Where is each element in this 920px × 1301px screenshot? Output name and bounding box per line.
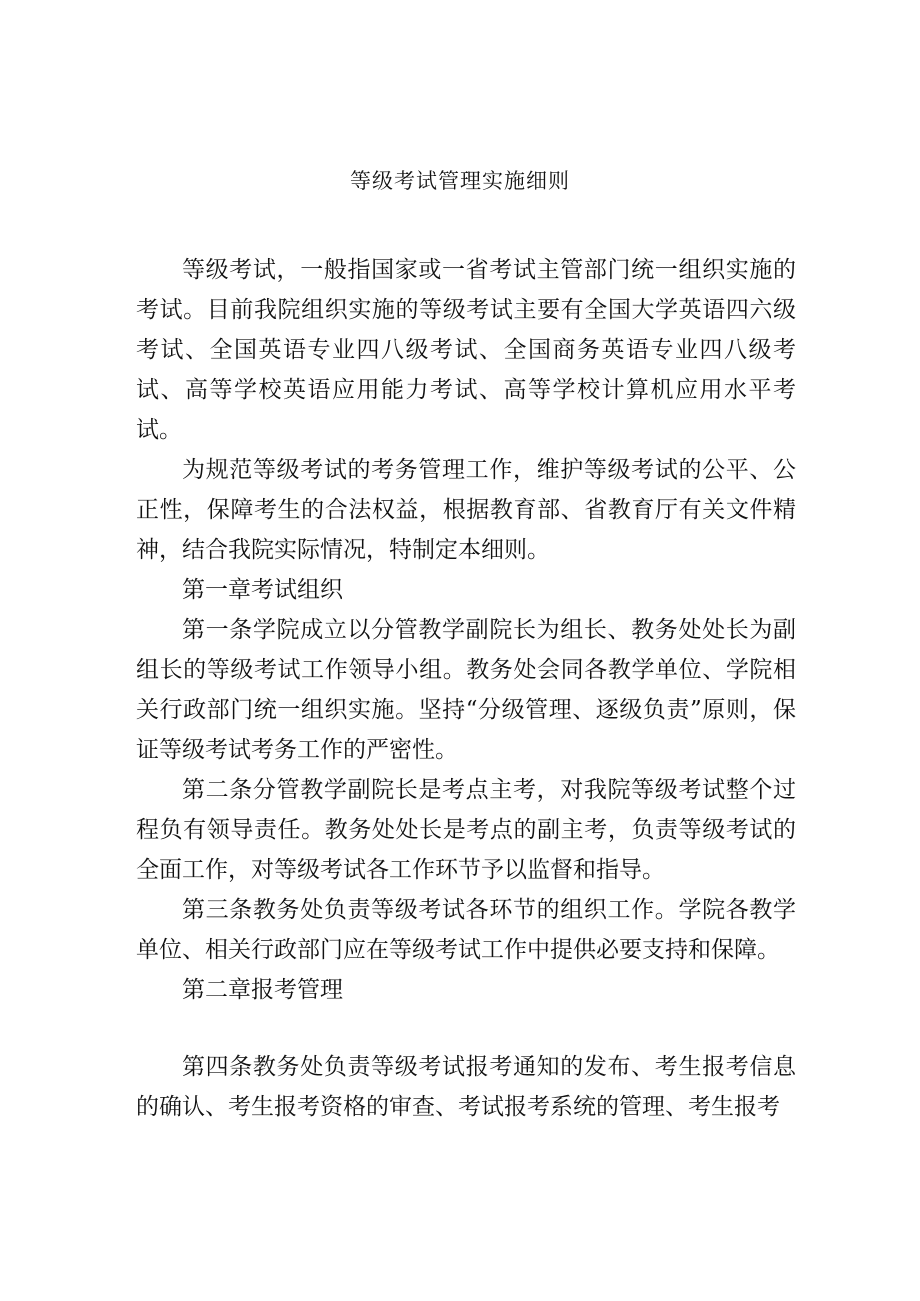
chapter-heading-1: 第一章考试组织 [182, 577, 343, 603]
article-1: 第一条学院成立以分管教学副院长为组长、教务处处长为副组长的等级考试工作领导小组。教务处会同各教学单位、学院相关行政部门统一组织实施。坚持“分级管理、逐级负责”原则，保证等级考试考务工作的严密性。 [136, 617, 796, 763]
document-title: 等级考试管理实施细则 [350, 169, 570, 193]
paragraph-purpose: 为规范等级考试的考务管理工作，维护等级考试的公平、公正性，保障考生的合法权益，根据教育部、省教育厅有关文件精神，结合我院实际情况，特制定本细则。 [136, 457, 796, 563]
paragraph-intro: 等级考试，一般指国家或一省考试主管部门统一组织实施的考试。目前我院组织实施的等级考试主要有全国大学英语四六级考试、全国英语专业四八级考试、全国商务英语专业四八级考试、高等学校英语应用能力考试、高等学校计算机应用水平考试。 [136, 257, 796, 443]
article-3: 第三条教务处负责等级考试各环节的组织工作。学院各教学单位、相关行政部门应在等级考试工作中提供必要支持和保障。 [136, 897, 796, 963]
article-2: 第二条分管教学副院长是考点主考，对我院等级考试整个过程负有领导责任。教务处处长是考点的副主考，负责等级考试的全面工作，对等级考试各工作环节予以监督和指导。 [136, 777, 796, 883]
document-body [136, 250, 796, 1127]
chapter-heading-2: 第二章报考管理 [182, 977, 343, 1003]
paragraph-spacer [136, 1010, 796, 1047]
article-4: 第四条教务处负责等级考试报考通知的发布、考生报考信息的确认、考生报考资格的审查、考试报考系统的管理、考生报考 [136, 1054, 796, 1120]
